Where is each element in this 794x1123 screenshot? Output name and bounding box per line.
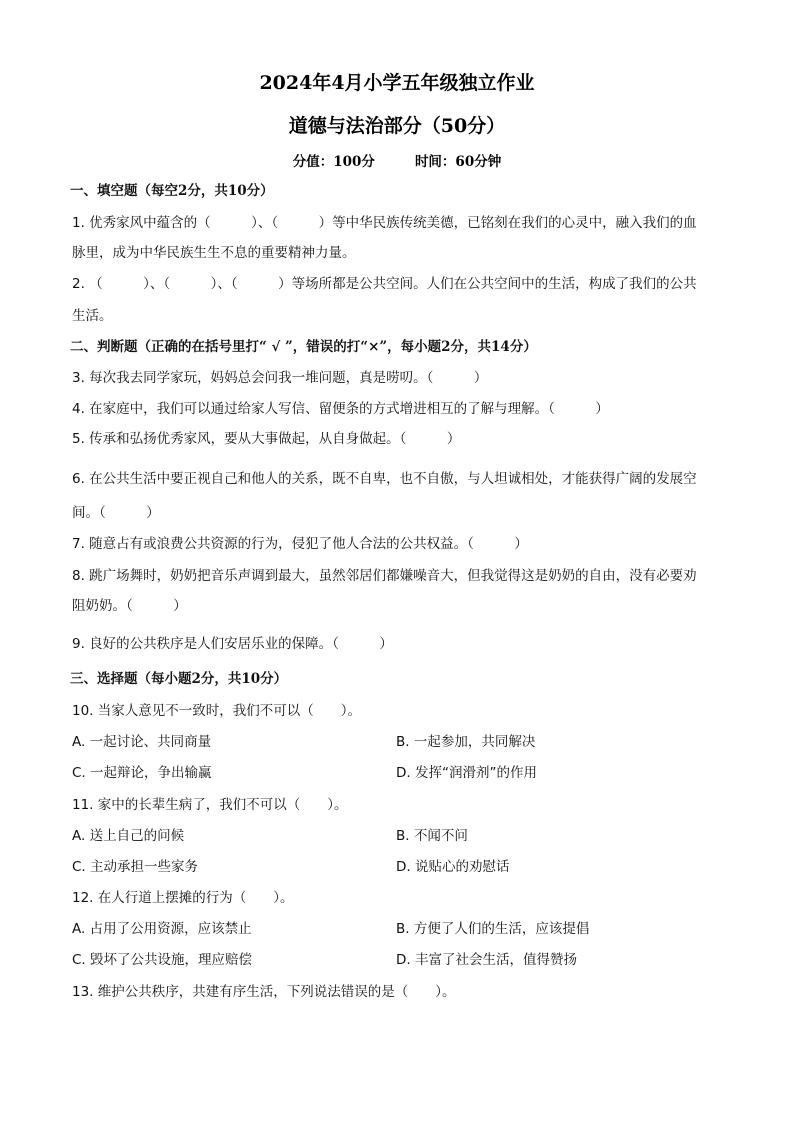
question-11-option-a: A. 送上自己的问候	[72, 828, 185, 844]
question-6-line-2: 间。（ ）	[72, 505, 160, 521]
question-1-line-2: 脉里，成为中华民族生生不息的重要精神力量。	[72, 245, 356, 261]
question-11: 11. 家中的长辈生病了，我们不可以（ ）。	[72, 797, 348, 813]
question-12: 12. 在人行道上摆摊的行为（ ）。	[72, 890, 294, 906]
question-11-option-d: D. 说贴心的劝慰话	[396, 859, 510, 875]
question-3: 3. 每次我去同学家玩，妈妈总会问我一堆问题，真是唠叨。（ ）	[72, 370, 488, 386]
section-true-false: 二、判断题（正确的在括号里打“ √ ”，错误的打“×”，每小题2分，共14分）	[70, 339, 537, 355]
exam-meta	[0, 150, 794, 170]
question-6-line-1: 6. 在公共生活中要正视自己和他人的关系，既不自卑，也不自傲，与人坦诚相处，才能获得广阔的发展空	[72, 471, 697, 487]
question-5: 5. 传承和弘扬优秀家风，要从大事做起，从自身做起。（ ）	[72, 431, 461, 447]
question-1-line-1: 1. 优秀家风中蕴含的（ ）、（ ）等中华民族传统美德，已铭刻在我们的心灵中，融入我们的血	[72, 215, 697, 231]
question-12-option-b: B. 方便了人们的生活，应该提倡	[396, 921, 590, 937]
question-2-line-2: 生活。	[72, 308, 113, 324]
exam-subtitle: 道德与法治部分（50分）	[288, 115, 506, 137]
question-9: 9. 良好的公共秩序是人们安居乐业的保障。（ ）	[72, 636, 393, 652]
question-12-option-c: C. 毁坏了公共设施，理应赔偿	[72, 952, 253, 968]
question-10: 10. 当家人意见不一致时，我们不可以（ ）。	[72, 703, 362, 719]
question-11-option-c: C. 主动承担一些家务	[72, 859, 199, 875]
score-label: 分值：100分	[292, 154, 375, 170]
question-7: 7. 随意占有或浪费公共资源的行为，侵犯了他人合法的公共权益。（ ）	[72, 536, 528, 552]
question-10-option-c: C. 一起辩论，争出输赢	[72, 765, 212, 781]
question-2-line-1: 2. （ ）、（ ）、（ ）等场所都是公共空间。人们在公共空间中的生活，构成了我们的公共	[72, 276, 697, 292]
question-11-option-b: B. 不闻不问	[396, 828, 468, 844]
exam-title: 2024年4月小学五年级独立作业	[259, 72, 535, 94]
question-12-option-d: D. 丰富了社会生活，值得赞扬	[396, 952, 577, 968]
section-multiple-choice: 三、选择题（每小题2分，共10分）	[70, 671, 288, 687]
question-10-option-a: A. 一起讨论、共同商量	[72, 734, 212, 750]
question-10-option-b: B. 一起参加，共同解决	[396, 734, 536, 750]
question-13: 13. 维护公共秩序，共建有序生活，下列说法错误的是（ ）。	[72, 984, 456, 1000]
question-8-line-1: 8. 跳广场舞时，奶奶把音乐声调到最大，虽然邻居们都嫌噪音大，但我觉得这是奶奶的自由，没有必要劝	[72, 568, 697, 584]
question-4: 4. 在家庭中，我们可以通过给家人写信、留便条的方式增进相互的了解与理解。（ ）	[72, 401, 609, 417]
time-label: 时间：60分钟	[414, 154, 502, 170]
question-10-option-d: D. 发挥“润滑剂”的作用	[396, 765, 537, 781]
question-12-option-a: A. 占用了公用资源，应该禁止	[72, 921, 252, 937]
section-fill-blank: 一、填空题（每空2分，共10分）	[70, 183, 274, 199]
question-8-line-2: 阻奶奶。（ ）	[72, 598, 187, 614]
